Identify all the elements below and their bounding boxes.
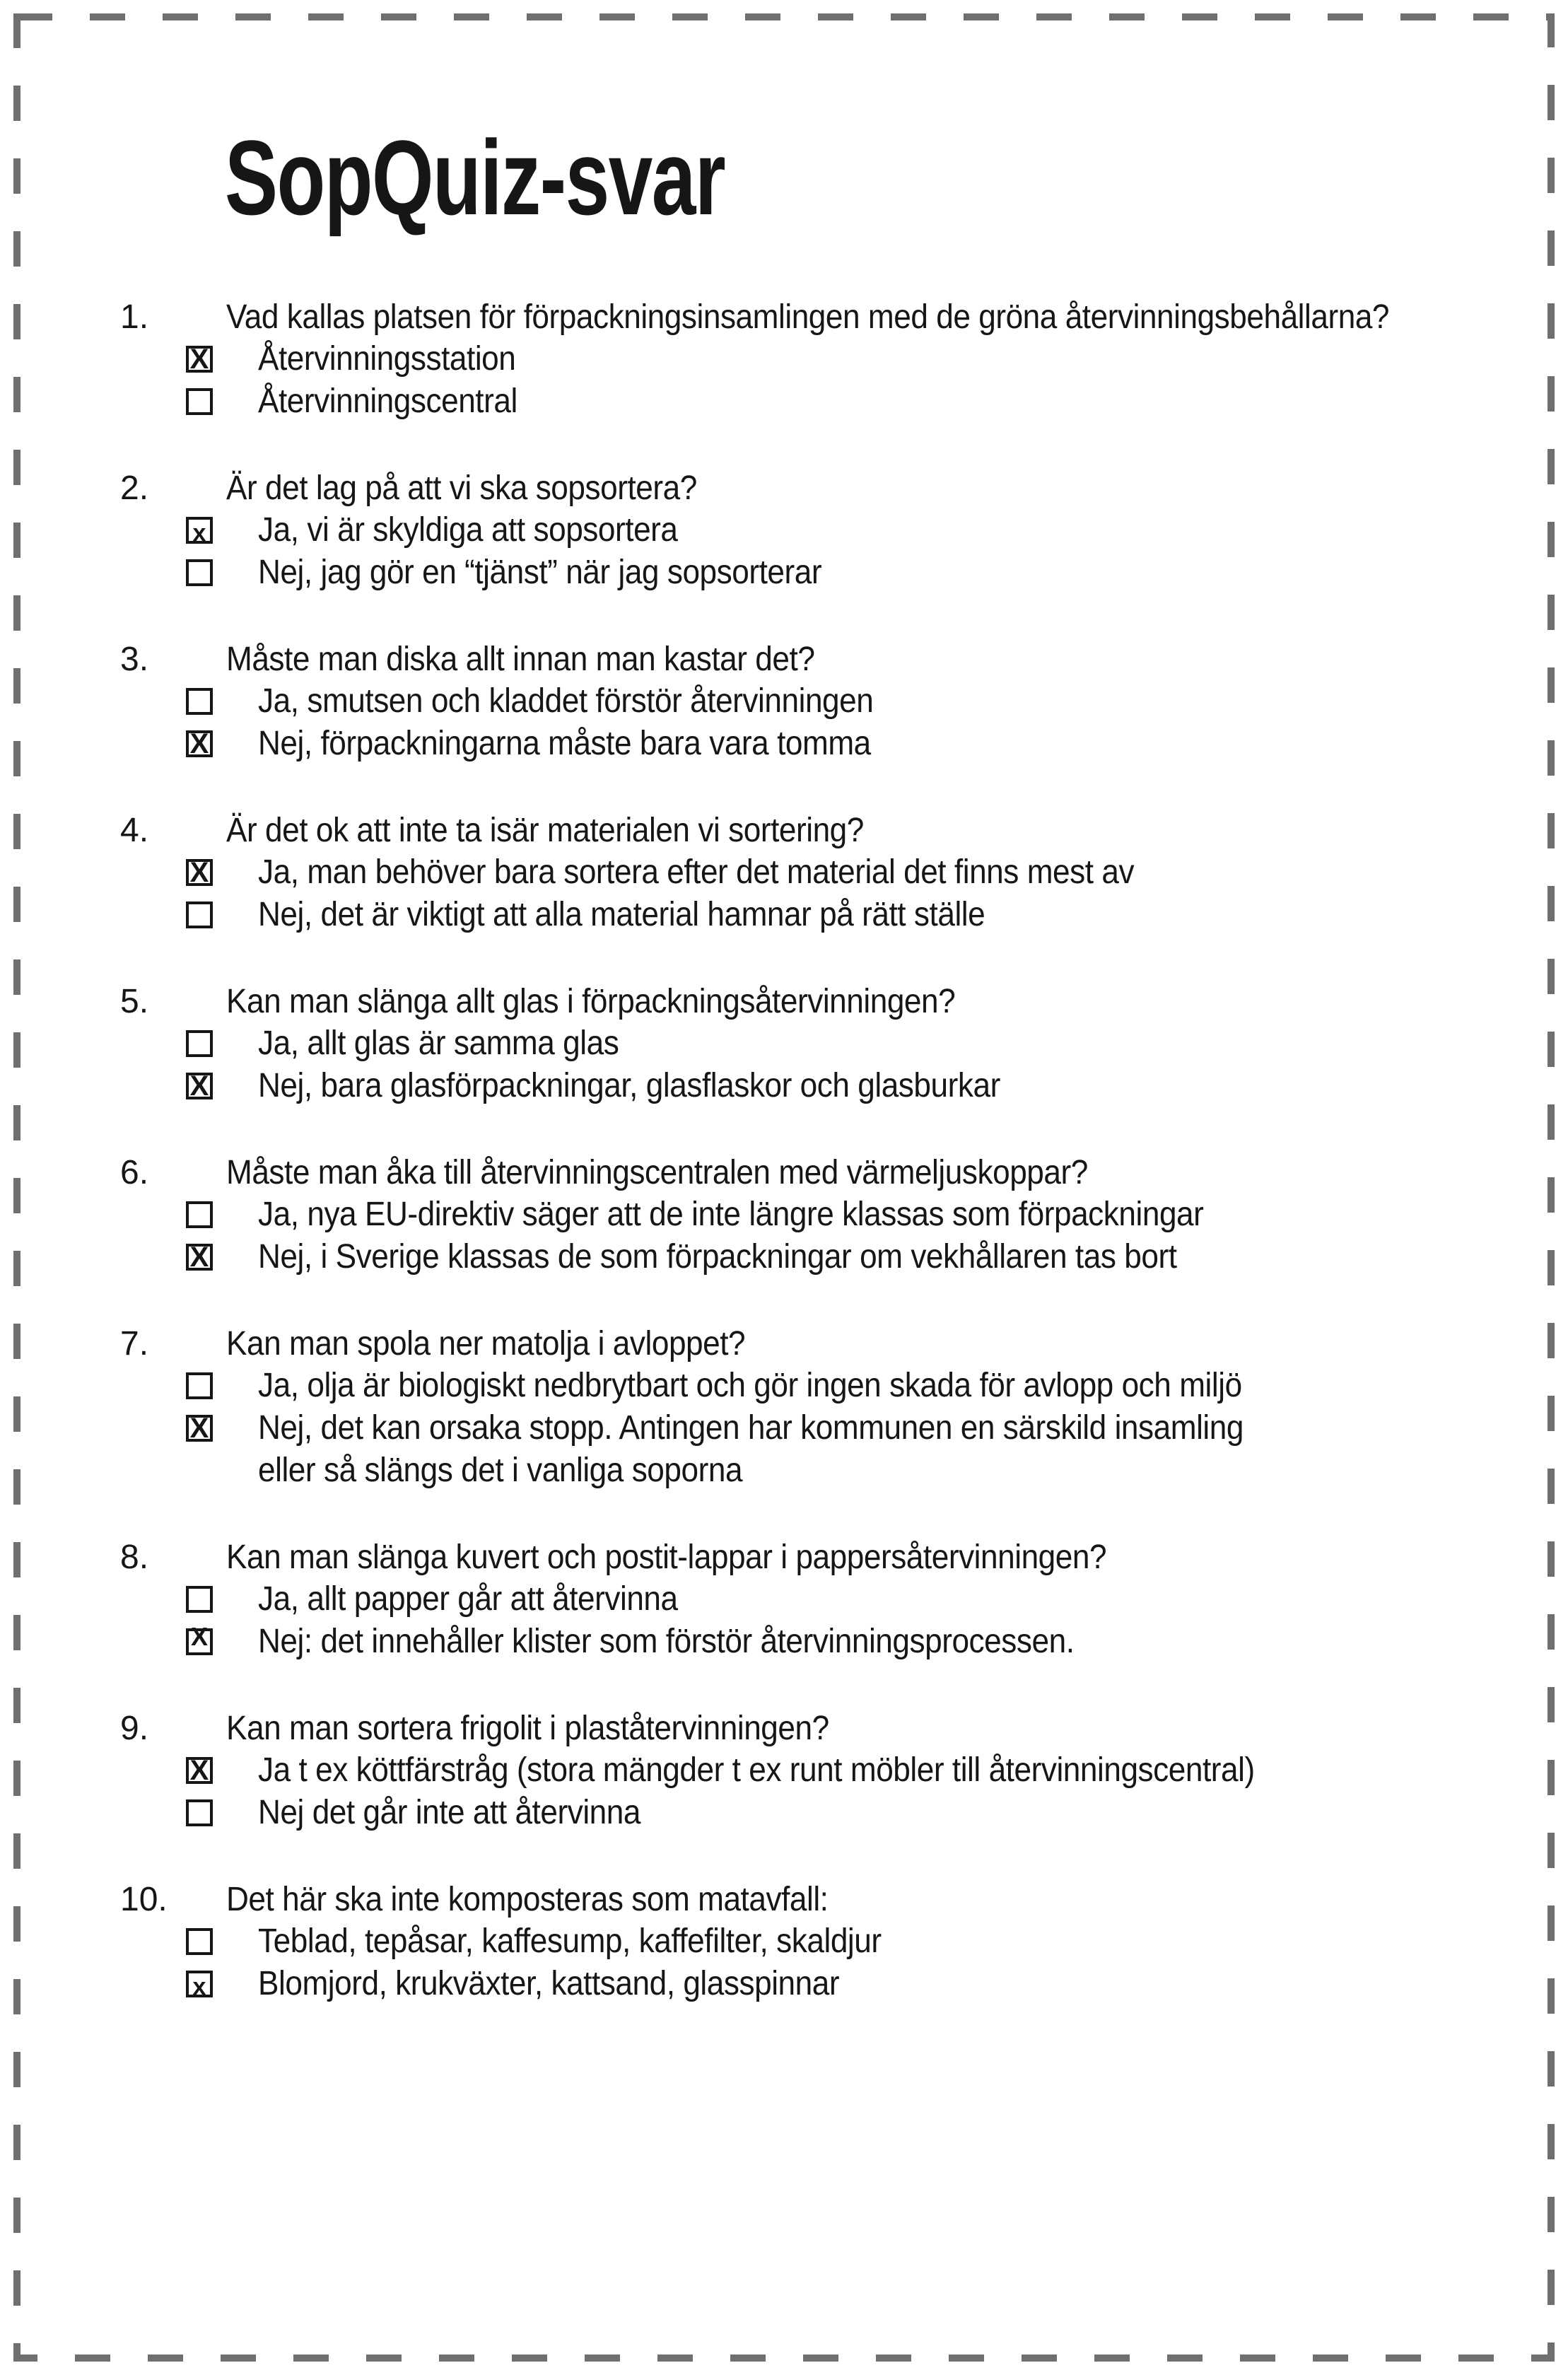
option-label: Återvinningsstation (258, 340, 516, 378)
checkbox-x-mark: X (190, 1622, 208, 1651)
option-label: Ja t ex köttfärstråg (stora mängder t ex runt möbler till återvinningscentral) (258, 1751, 1255, 1789)
checkbox-empty[interactable] (186, 1799, 213, 1826)
option-label: Nej, jag gör en “tjänst” när jag sopsorterar (258, 554, 822, 591)
option-label: Nej, det kan orsaka stopp. Antingen har kommunen en särskild insamling (258, 1409, 1244, 1447)
option-label: Återvinningscentral (258, 383, 517, 420)
question-1 (0, 296, 1568, 423)
checkbox-x-mark: x (192, 520, 206, 547)
option-label: Nej, det är viktigt att alla material hamnar på rätt ställe (258, 896, 985, 933)
question-6 (0, 1151, 1568, 1278)
checkbox-checked[interactable] (186, 859, 213, 886)
answer-option (0, 894, 1568, 936)
checkbox-checked[interactable] (186, 346, 213, 373)
question-text: Kan man slänga kuvert och postit-lappar i pappersåtervinningen? (226, 1538, 1107, 1576)
question-2 (0, 467, 1568, 594)
question-text: Kan man slänga allt glas i förpackningsåtervinningen? (226, 982, 956, 1020)
option-label: Ja, smutsen och kladdet förstör återvinningen (258, 682, 874, 720)
answer-option (0, 552, 1568, 594)
option-label-line2: eller så slängs det i vanliga soporna (258, 1452, 743, 1489)
option-label: Nej det går inte att återvinna (258, 1794, 640, 1831)
option-label: Ja, olja är biologiskt nedbrytbart och gör ingen skada för avlopp och miljö (258, 1367, 1242, 1404)
checkbox-checked[interactable] (186, 1070, 213, 1102)
option-label: Ja, vi är skyldiga att sopsortera (258, 511, 678, 549)
question-9 (0, 1707, 1568, 1834)
checkbox-checked[interactable] (186, 730, 213, 757)
answer-option (0, 1365, 1568, 1407)
checkbox-empty[interactable] (186, 1201, 213, 1228)
answer-option (0, 1065, 1568, 1107)
question-number: 10. (120, 1880, 168, 1918)
question-number: 3. (120, 640, 149, 678)
question-3 (0, 638, 1568, 765)
answer-option (0, 1407, 1568, 1492)
checkbox-x-mark: X (189, 1242, 209, 1273)
option-label: Ja, allt glas är samma glas (258, 1025, 619, 1062)
question-number: 9. (120, 1709, 149, 1747)
answer-option (0, 1920, 1568, 1963)
option-label: Nej, förpackningarna måste bara vara tomma (258, 725, 871, 762)
answer-option (0, 723, 1568, 765)
question-10 (0, 1878, 1568, 2005)
answer-option (0, 509, 1568, 552)
question-number: 7. (120, 1324, 149, 1362)
checkbox-checked[interactable] (186, 1622, 213, 1655)
option-label: Nej: det innehåller klister som förstör återvinningsprocessen. (258, 1623, 1075, 1660)
question-number: 5. (120, 982, 149, 1020)
answer-option (0, 338, 1568, 380)
question-text: Det här ska inte komposteras som matavfall: (226, 1880, 829, 1918)
question-number: 1. (120, 298, 149, 336)
checkbox-x-mark: X (189, 1070, 209, 1102)
checkbox-empty[interactable] (186, 1372, 213, 1399)
checkbox-empty[interactable] (186, 388, 213, 415)
question-5 (0, 980, 1568, 1107)
option-label: Ja, nya EU-direktiv säger att de inte längre klassas som förpackningar (258, 1196, 1204, 1233)
checkbox-x-mark: X (189, 1755, 209, 1786)
question-text: Kan man spola ner matolja i avloppet? (226, 1324, 746, 1362)
question-text: Kan man sortera frigolit i plaståtervinningen? (226, 1709, 829, 1747)
question-text: Är det ok att inte ta isär materialen vi sortering? (226, 811, 864, 849)
checkbox-checked[interactable] (186, 1971, 213, 2000)
answer-option (0, 851, 1568, 894)
option-label: Ja, allt papper går att återvinna (258, 1580, 678, 1618)
answer-option (0, 1792, 1568, 1834)
checkbox-empty[interactable] (186, 559, 213, 586)
question-text: Är det lag på att vi ska sopsortera? (226, 469, 697, 507)
question-number: 4. (120, 811, 149, 849)
question-text: Måste man åka till återvinningscentralen med värmeljuskoppar? (226, 1153, 1088, 1191)
question-7 (0, 1322, 1568, 1492)
checkbox-checked[interactable] (186, 517, 213, 547)
question-list (0, 296, 1568, 2005)
question-4 (0, 809, 1568, 936)
checkbox-checked[interactable] (186, 1757, 213, 1784)
checkbox-x-mark: X (189, 1413, 209, 1444)
answer-option (0, 1194, 1568, 1236)
question-8 (0, 1536, 1568, 1663)
page-title: SopQuiz-svar (225, 118, 725, 237)
answer-option (0, 1236, 1568, 1278)
checkbox-empty[interactable] (186, 688, 213, 715)
answer-option (0, 1963, 1568, 2005)
checkbox-checked[interactable] (186, 1415, 213, 1442)
checkbox-x-mark: X (189, 728, 209, 759)
answer-option (0, 1022, 1568, 1065)
answer-option (0, 1749, 1568, 1792)
option-label: Nej, i Sverige klassas de som förpackningar om vekhållaren tas bort (258, 1238, 1177, 1276)
checkbox-x-mark: x (192, 1973, 206, 2000)
question-text: Vad kallas platsen för förpackningsinsamlingen med de gröna återvinningsbehållarna? (226, 298, 1390, 336)
checkbox-empty[interactable] (186, 1928, 213, 1955)
question-number: 6. (120, 1153, 149, 1191)
option-label: Ja, man behöver bara sortera efter det material det finns mest av (258, 853, 1135, 891)
checkbox-empty[interactable] (186, 1030, 213, 1057)
answer-option (0, 1578, 1568, 1621)
option-label: Teblad, tepåsar, kaffesump, kaffefilter, skaldjur (258, 1922, 882, 1960)
answer-option (0, 680, 1568, 723)
checkbox-x-mark: X (189, 857, 209, 888)
option-label: Blomjord, krukväxter, kattsand, glasspinnar (258, 1965, 840, 2002)
checkbox-x-mark: X (189, 344, 209, 375)
option-label: Nej, bara glasförpackningar, glasflaskor och glasburkar (258, 1067, 1000, 1104)
question-number: 8. (120, 1538, 149, 1576)
checkbox-empty[interactable] (186, 901, 213, 928)
answer-option (0, 1621, 1568, 1663)
question-text: Måste man diska allt innan man kastar det? (226, 640, 815, 678)
checkbox-checked[interactable] (186, 1244, 213, 1271)
question-number: 2. (120, 469, 149, 507)
answer-option (0, 380, 1568, 423)
checkbox-empty[interactable] (186, 1586, 213, 1613)
